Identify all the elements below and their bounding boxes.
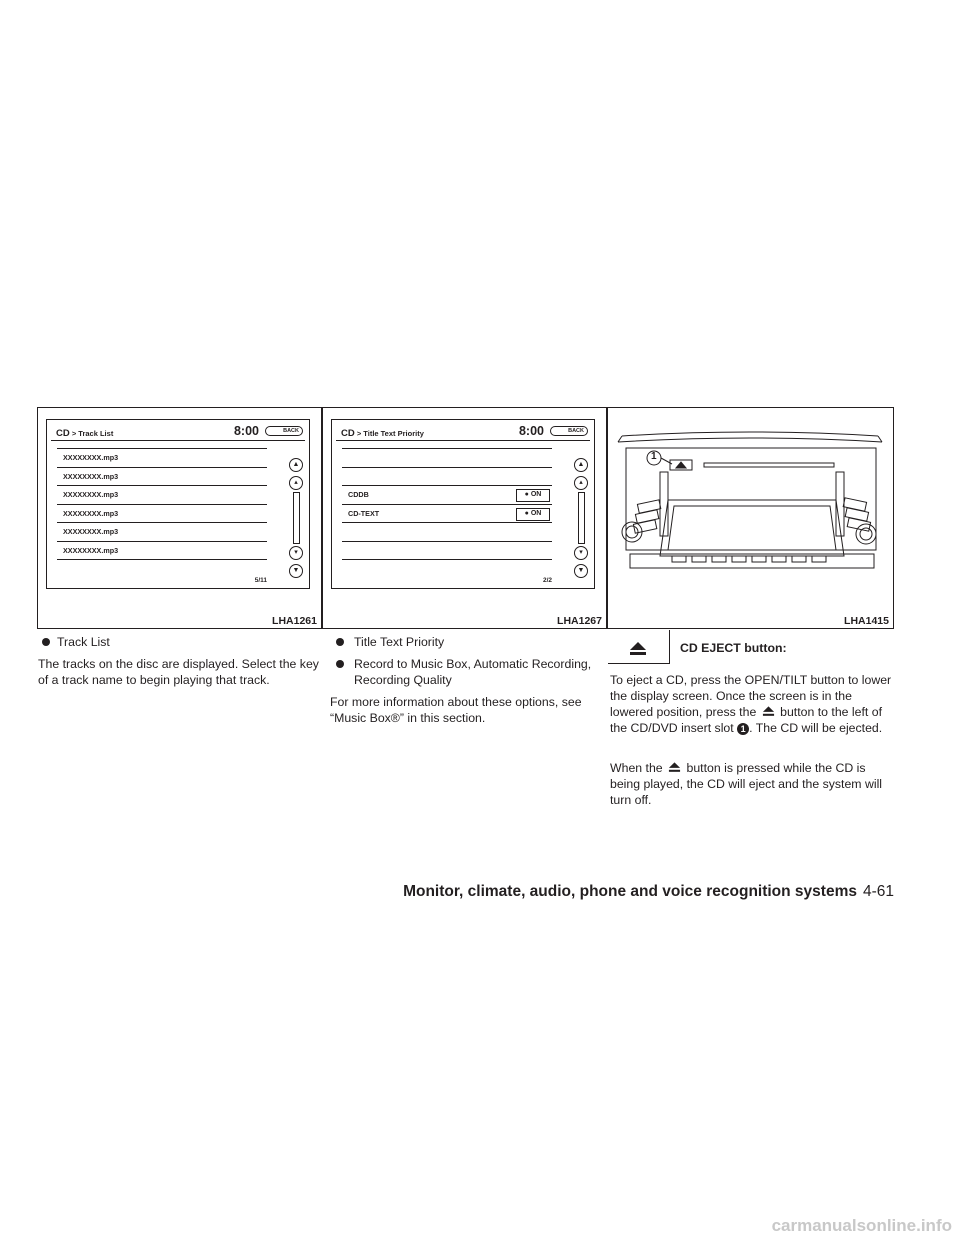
back-button [265,426,303,436]
list-item: XXXXXXXX.mp3 [57,505,267,524]
scroll-up-icon: ▲ [289,458,303,472]
back-label: BACK [568,428,584,434]
list-item: XXXXXXXX.mp3 [57,542,267,561]
list-item [342,448,552,468]
screen-clock: 8:00 [233,424,259,438]
callout-number: 1 [651,451,657,462]
toggle-indicator: ● ON [516,508,550,521]
bullet-text: Title Text Priority [354,635,445,649]
page-number: 4-61 [862,883,894,900]
paragraph: For more information about these options, see “Music Box®” in this section. [330,695,582,725]
setting-label: CD-TEXT [348,508,380,518]
list-item [342,523,552,542]
screen-title: Title Text Priority [363,429,424,438]
screen-source: CD [341,428,355,439]
scroll-up-icon: ▲ [574,458,588,472]
page-footer [403,883,894,901]
list-item: XXXXXXXX.mp3 [57,468,267,487]
section-heading: CD EJECT button: [680,641,787,655]
figure-track-list [37,407,322,629]
scroll-up-icon: ▴ [289,476,303,490]
paragraph [610,672,896,736]
figure-code: LHA1415 [844,615,889,627]
screen-header: CD > Title Text Priority 8:00 BACK [336,424,590,441]
setting-label: CDDB [348,490,369,499]
bullet-icon [336,638,344,646]
paragraph-text: button is pressed while the CD is being played, the CD will eject and the system will turn off. [610,761,883,807]
head-unit-illustration [608,408,893,613]
figure-title-text-priority [322,407,607,629]
screen-header: CD > Track List 8:00 BACK [51,424,305,441]
screen-track-list [46,419,310,589]
scrollbar [293,492,300,544]
bullet-icon [336,660,344,668]
eject-icon [668,761,681,773]
watermark: carmanualsonline.info [771,1216,952,1235]
list-item [342,505,552,524]
toggle-value: ON [530,491,542,498]
list-item [342,486,552,505]
paragraph-text: When the [610,761,663,775]
toggle-value: ON [530,509,542,517]
list-item: XXXXXXXX.mp3 [57,523,267,542]
toggle-indicator: ● ON [516,489,550,502]
list-item [342,542,552,561]
figure-code: LHA1261 [272,615,317,627]
scroll-down-icon: ▾ [289,546,303,560]
settings-list [342,448,552,560]
paragraph-text: . The CD will be ejected. [749,721,883,735]
paragraph-text: To eject a CD, press the OPEN/TILT button to lower the display screen. Once the screen is in the lowered position, press the [610,673,892,719]
screen-source: CD [56,428,70,439]
scroll-down-icon: ▼ [574,564,588,578]
back-button [550,426,588,436]
list-item: XXXXXXXX.mp3 [57,486,267,505]
scroll-down-icon: ▼ [289,564,303,578]
bullet-icon [42,638,50,646]
section-title: Monitor, climate, audio, phone and voice recognition systems [403,883,857,900]
paragraph-text: button to the left of the CD/DVD insert slot [610,705,882,735]
page-indicator: 2/2 [542,577,552,584]
scroll-down-icon: ▾ [574,546,588,560]
figure-code: LHA1267 [557,615,602,627]
bullet-text: Track List [57,635,110,649]
screen-title-text-priority [331,419,595,589]
list-item [336,656,606,688]
bullet-text: Record to Music Box, Automatic Recording, Recording Quality [354,657,592,687]
paragraph: The tracks on the disc are displayed. Select the key of a track name to begin playing that track. [38,657,319,687]
screen-clock: 8:00 [518,424,544,438]
back-label: BACK [283,428,299,434]
eject-symbol-box [608,630,670,664]
callout-number: 1 [737,723,749,735]
eject-icon [762,705,775,717]
scroll-up-icon: ▴ [574,476,588,490]
scrollbar [578,492,585,544]
list-item [342,468,552,487]
track-list [57,448,267,560]
list-item: XXXXXXXX.mp3 [57,448,267,468]
screen-title: Track List [78,429,114,438]
eject-icon [628,640,648,656]
paragraph [610,760,896,808]
page-indicator: 5/11 [254,577,267,584]
figure-head-unit [607,407,894,629]
